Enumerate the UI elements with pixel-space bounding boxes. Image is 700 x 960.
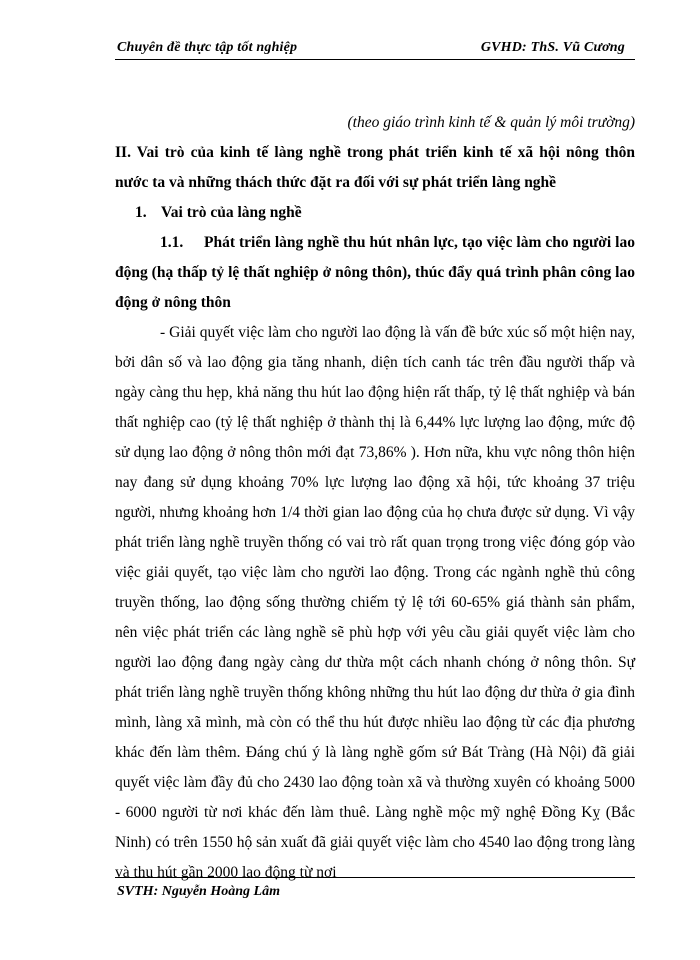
header-document-title: Chuyên đề thực tập tốt nghiệp xyxy=(117,40,298,55)
subsubsection-title: Phát triển làng nghề thu hút nhân lực, tạo việc làm cho người lao động (hạ thấp tỷ lệ thất nghiệp ở nông thôn), thúc đẩy quá trình phân công lao động ở nông thôn xyxy=(115,234,635,311)
section-heading: II. Vai trò của kinh tế làng nghề trong phát triển kinh tế xã hội nông thôn nước ta và những thách thức đặt ra đối với sự phát triển làng nghề xyxy=(115,144,635,191)
page-footer xyxy=(115,877,635,900)
subsubsection-heading xyxy=(115,228,635,318)
subsubsection-number: 1.1. xyxy=(160,234,184,251)
footer-student-name: SVTH: Nguyễn Hoàng Lâm xyxy=(117,884,280,899)
header-supervisor: GVHD: ThS. Vũ Cương xyxy=(480,40,625,55)
subsection-title: Vai trò của làng nghề xyxy=(161,204,302,221)
subsection-heading xyxy=(115,198,635,228)
page-header xyxy=(115,37,635,60)
subsection-number: 1. xyxy=(135,204,147,221)
body-paragraph: - Giải quyết việc làm cho người lao động là vấn đề bức xúc số một hiện nay, bởi dân số và lao động gia tăng nhanh, diện tích canh tác trên đầu người thấp và ngày càng thu hẹp, khả năng thu hút lao động hiện rất thấp, tỷ lệ thất nghiệp và bán thất nghiệp cao (tỷ lệ thất nghiệp ở thành thị là 6,44% lực lượng lao động, mức độ sử dụng lao động ở nông thôn mới đạt 73,86% ). Hơn nữa, khu vực nông thôn hiện nay đang sử dụng khoảng 70% lực lượng lao động xã hội, tức khoảng 37 triệu người, nhưng khoảng hơn 1/4 thời gian lao động của họ chưa được sử dụng. Vì vậy phát triển làng nghề truyền thống có vai trò rất quan trọng trong việc đóng góp vào việc giải quyết, tạo việc làm cho người lao động. Trong các ngành nghề thủ công truyền thống, lao động sống thường chiếm tỷ lệ tới 60-65% giá thành sản phẩm, nên việc phát triển các làng nghề sẽ phù hợp với yêu cầu giải quyết việc làm cho người lao động đang ngày càng dư thừa một cách nhanh chóng ở nông thôn. Sự phát triển làng nghề truyền thống không những thu hút lao động dư thừa ở gia đình mình, làng xã mình, mà còn có thể thu hút được nhiều lao động từ các địa phương khác đến làm thêm. Đáng chú ý là làng nghề gốm sứ Bát Tràng (Hà Nội) đã giải quyết việc làm đầy đủ cho 2430 lao động toàn xã và thường xuyên có khoảng 5000 - 6000 người từ nơi khác đến làm thuê. Làng nghề mộc mỹ nghệ Đồng Kỵ (Bắc Ninh) có trên 1550 hộ sản xuất đã giải quyết việc làm cho 4540 lao động trong làng và thu hút gần 2000 lao động từ nơi xyxy=(115,324,635,881)
page-body xyxy=(115,108,635,888)
source-note: (theo giáo trình kinh tế & quản lý môi trường) xyxy=(347,114,635,131)
